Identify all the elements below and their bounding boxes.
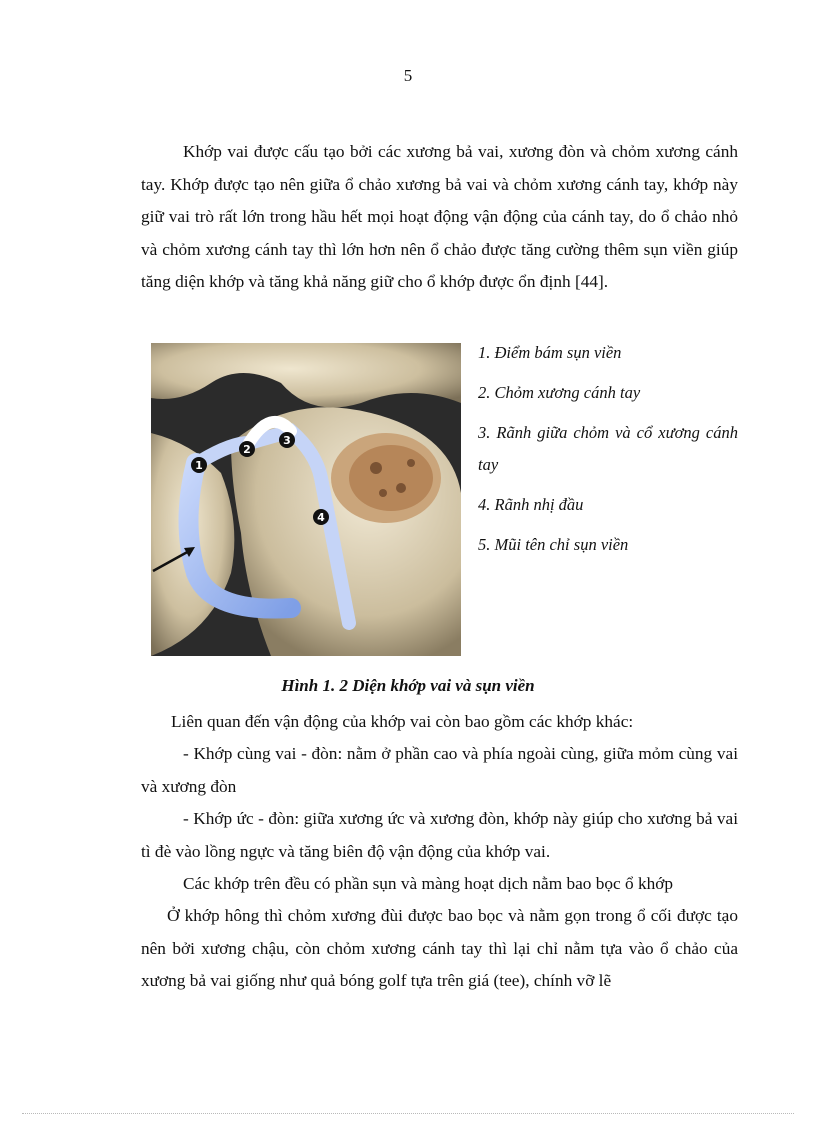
intro-paragraph: Khớp vai được cấu tạo bởi các xương bả vai, xương đòn và chỏm xương cánh tay. Khớp được tạo nên giữa ổ chảo xương bả vai và chỏm xương cánh tay, khớp này giữ vai trò rất lớn trong hầu hết mọi hoạt động vận động của cánh tay, do ổ chảo nhỏ và chỏm xương cánh tay thì lớn hơn nên ổ chảo được tăng cường thêm sụn viền giúp tăng diện khớp và tăng khả năng giữ cho ổ khớp được ổn định [44]. — [141, 142, 738, 291]
legend-item: 4. Rãnh nhị đầu — [478, 495, 584, 514]
related-joints-paragraph: Liên quan đến vận động của khớp vai còn bao gồm các khớp khác: — [171, 712, 634, 731]
cartilage-paragraph: Các khớp trên đều có phần sụn và màng hoạt dịch nằm bao bọc ổ khớp — [183, 874, 674, 893]
legend-item: 2. Chỏm xương cánh tay — [478, 383, 641, 402]
marker-3 — [279, 432, 295, 448]
acromioclavicular-paragraph: - Khớp cùng vai - đòn: nằm ở phần cao và phía ngoài cùng, giữa mỏm cùng vai và xương đòn — [141, 744, 738, 796]
page-number: 5 — [403, 66, 413, 85]
svg-text:2: 2 — [243, 443, 251, 456]
sternoclavicular-paragraph: - Khớp ức - đòn: giữa xương ức và xương đòn, khớp này giúp cho xương bả vai tì đè vào lồng ngực và tăng biên độ vận động của khớp vai. — [141, 809, 738, 861]
shoulder-illustration — [151, 343, 461, 656]
svg-text:1: 1 — [195, 459, 203, 472]
legend-item: 5. Mũi tên chỉ sụn viền — [478, 535, 629, 554]
marker-1 — [191, 457, 207, 473]
hip-comparison-paragraph: Ở khớp hông thì chỏm xương đùi được bao bọc và nằm gọn trong ổ cối được tạo nên bởi xương chậu, còn chỏm xương cánh tay thì lại chỉ nằm tựa vào ổ chảo của xương bả vai giống như quả bóng golf tựa trên giá (tee), chính vỡ lẽ — [141, 906, 738, 990]
svg-text:3: 3 — [283, 434, 291, 447]
legend-item: 3. Rãnh giữa chỏm và cổ xương cánh tay — [478, 423, 738, 474]
legend-item: 1. Điểm bám sụn viền — [478, 343, 622, 362]
shoulder-joint-figure — [151, 343, 461, 656]
page-bottom-border — [22, 1113, 794, 1114]
figure-legend — [478, 337, 738, 569]
svg-text:4: 4 — [317, 511, 325, 524]
marker-2 — [239, 441, 255, 457]
marker-4 — [313, 509, 329, 525]
figure-caption: Hình 1. 2 Diện khớp vai và sụn viền — [281, 676, 535, 695]
